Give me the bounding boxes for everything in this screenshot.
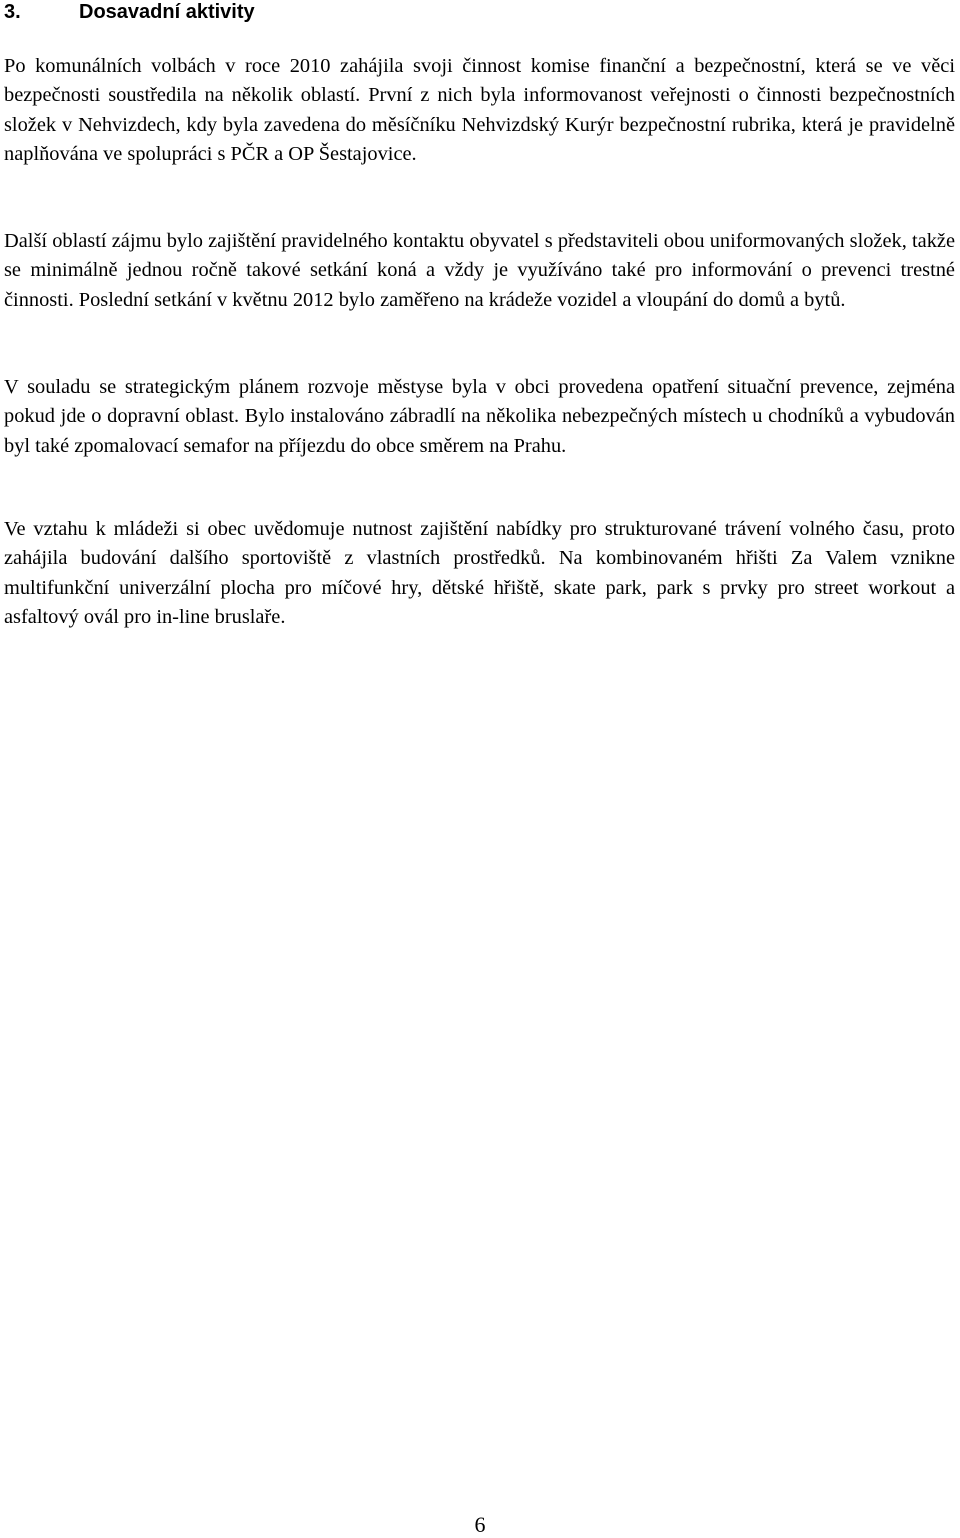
page-number: 6 — [474, 1512, 486, 1537]
paragraph-youth-sports: Ve vztahu k mládeži si obec uvědomuje nutnost zajištění nabídky pro strukturované trávení volného času, proto zahájila budování dalšího sportoviště z vlastních prostředků. Na kombinovaném hřišti Za Valem vznikne multifunkční univerzální plocha pro míčové hry, dětské hřiště, skate park, park s prvky pro street workout a asfaltový ovál pro in-line bruslaře. — [4, 518, 955, 628]
paragraph-commission-activities: Po komunálních volbách v roce 2010 zahájila svoji činnost komise finanční a bezpečnostní, která se ve věci bezpečnosti soustředila na několik oblastí. První z nich byla informovanost veřejnosti o činnosti bezpečnostních složek v Nehvizdech, kdy byla zavedena do měsíčníku Nehvizdský Kurýr bezpečnostní rubrika, která je pravidelně naplňována ve spolupráci s PČR a OP Šestajovice. — [4, 55, 955, 165]
section-number: 3. — [4, 1, 21, 23]
paragraph-situational-prevention: V souladu se strategickým plánem rozvoje městyse byla v obci provedena opatření situační prevence, zejména pokud jde o dopravní oblast. Bylo instalováno zábradlí na několika nebezpečných místech u chodníků a vybudován byl také zpomalovací semafor na příjezdu do obce směrem na Prahu. — [4, 376, 955, 457]
section-title: Dosavadní aktivity — [79, 1, 255, 23]
paragraph-police-contact: Další oblastí zájmu bylo zajištění pravidelného kontaktu obyvatel s představiteli obou uniformovaných složek, takže se minimálně jednou ročně takové setkání koná a vždy je využíváno také pro informování o prevenci trestné činnosti. Poslední setkání v květnu 2012 bylo zaměřeno na krádeže vozidel a vloupání do domů a bytů. — [4, 230, 955, 311]
section-heading — [4, 0, 255, 24]
